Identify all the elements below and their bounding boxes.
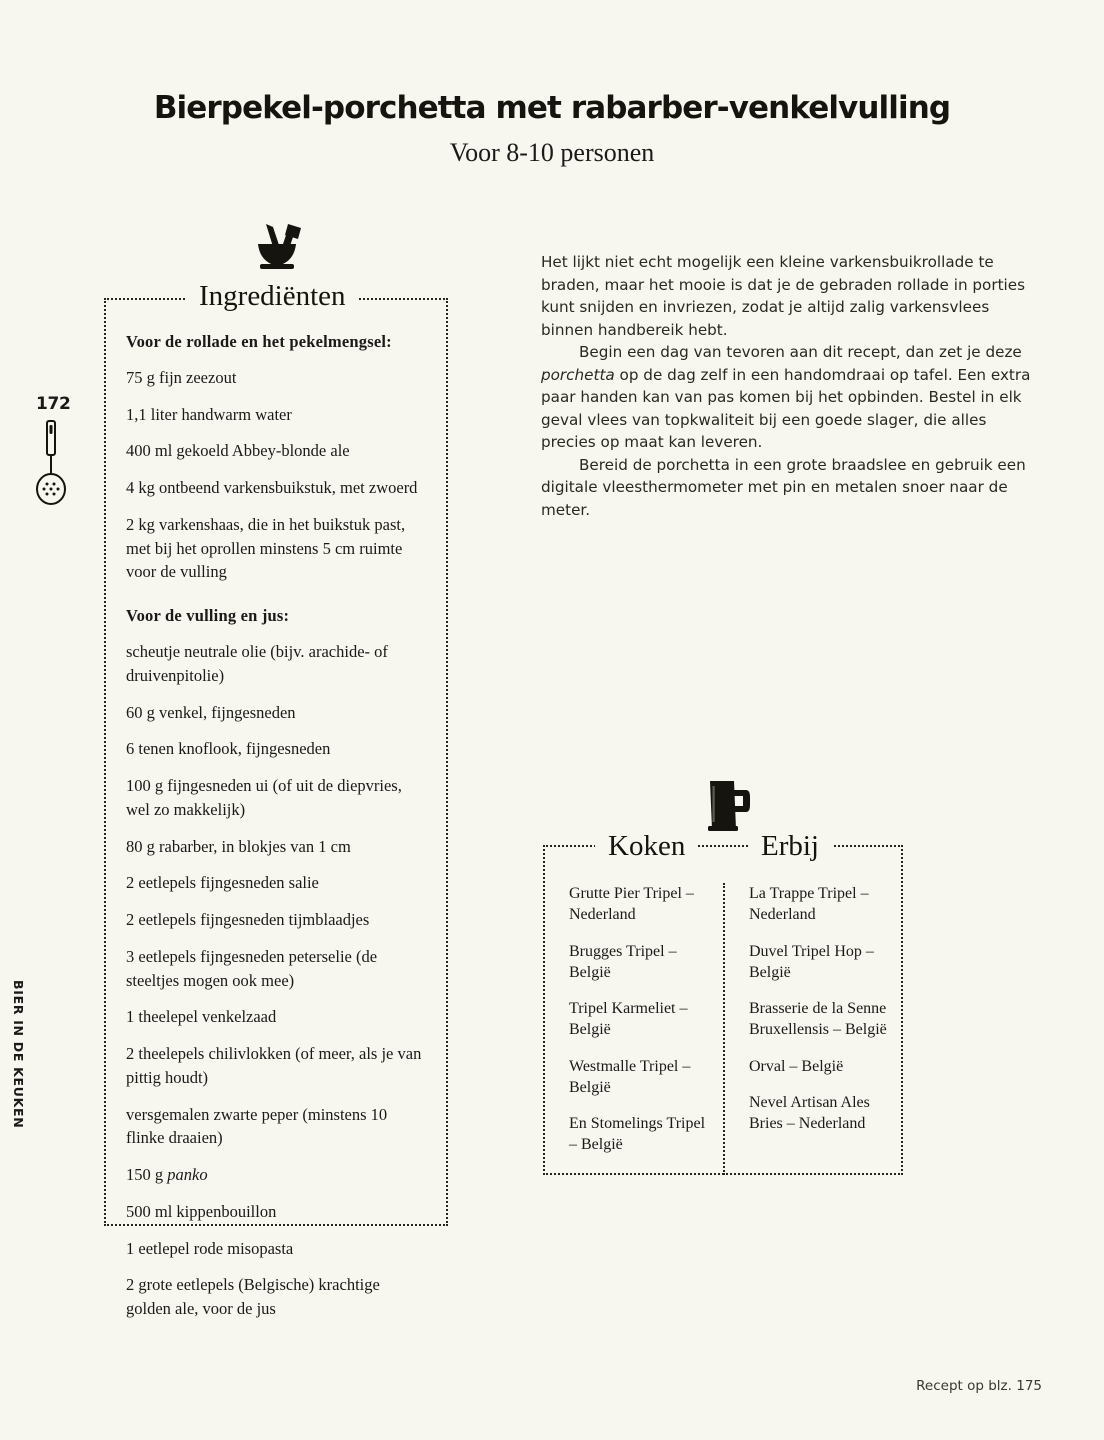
ingredient-item: 2 theelepels chilivlokken (of meer, als je van pittig houdt): [126, 1044, 422, 1087]
serving-size: Voor 8-10 personen: [449, 138, 655, 167]
beer-item: Brugges Tripel – België: [569, 942, 677, 981]
footer-note: Recept op blz. 175: [916, 1378, 1042, 1394]
ingredients-heading: Ingrediënten: [186, 278, 359, 317]
intro-paragraph-3: Bereid de porchetta in een grote braadslee en gebruik een digitale vleesthermometer met pin en metalen snoer naar de meter.: [541, 455, 1026, 519]
ingredient-item: 60 g venkel, fijngesneden: [126, 702, 296, 722]
panko-prefix: 150 g: [126, 1165, 168, 1185]
erbij-heading: Erbij: [748, 828, 832, 867]
page-title: Bierpekel-porchetta met rabarber-venkelvulling: [153, 90, 951, 126]
intro-paragraph-1: Het lijkt niet echt mogelijk een kleine varkensbuikrollade te braden, maar het mooie is dat je de gebraden rollade in porties kunt snijden en invriezen, zodat je altijd zalig varkensvlees binnen handbereik hebt.: [541, 253, 1026, 339]
ingredient-item: 80 g rabarber, in blokjes van 1 cm: [126, 836, 351, 856]
ingredient-item: 3 eetlepels fijngesneden peterselie (de steeltjes mogen ook mee): [126, 946, 378, 990]
ingredient-item: 1 eetlepel rode misopasta: [126, 1238, 294, 1258]
beer-column-koken: [543, 883, 723, 1175]
ingredient-item: 2 grote eetlepels (Belgische) krachtige golden ale, voor de jus: [126, 1275, 380, 1319]
ingredients-group-title-1: Voor de rollade en het pekelmengsel:: [126, 332, 392, 351]
ingredient-item-panko: [126, 1163, 426, 1187]
ingredients-list: [126, 330, 426, 1334]
ingredient-item: 2 kg varkenshaas, die in het buikstuk past, met bij het oprollen minstens 5 cm ruimte voor de vulling: [126, 514, 406, 582]
ingredient-item: 400 ml gekoeld Abbey-blonde ale: [126, 441, 350, 461]
beer-item: Duvel Tripel Hop – België: [749, 942, 874, 981]
beer-column-erbij: [723, 883, 903, 1175]
ingredient-item: versgemalen zwarte peper (minstens 10 flinke draaien): [126, 1104, 388, 1148]
ingredient-item: scheutje neutrale olie (bijv. arachide- of druivenpitolie): [126, 642, 388, 685]
beer-item: Nevel Artisan Ales Bries – Nederland: [749, 1093, 870, 1133]
skimmer-spoon-icon: [34, 420, 68, 511]
ingredient-item: 1 theelepel venkelzaad: [126, 1007, 277, 1027]
intro-text: [541, 251, 1043, 521]
beer-item: Tripel Karmeliet – België: [569, 1000, 688, 1039]
panko-word: panko: [167, 1165, 208, 1185]
koken-heading: Koken: [595, 828, 698, 867]
ingredient-item: 2 eetlepels fijngesneden salie: [126, 873, 319, 893]
beer-item: Orval – België: [749, 1057, 844, 1075]
intro-p2-after: op de dag zelf in een handomdraai op tafel. Een extra paar handen kan van pas komen bij het opbinden. Bestel in elk geval vlees van topkwaliteit bij een goede slager, die alles precies op maat kan leveren.: [541, 365, 1031, 451]
page-number: 172: [36, 394, 71, 414]
ingredient-item: 4 kg ontbeend varkensbuikstuk, met zwoerd: [126, 478, 418, 498]
section-label: BIER IN DE KEUKEN: [11, 980, 26, 1129]
beer-item: En Stomelings Tripel – België: [569, 1115, 706, 1154]
ingredient-item: 75 g fijn zeezout: [126, 367, 237, 387]
ingredient-item: 6 tenen knoflook, fijngesneden: [126, 739, 331, 759]
beer-item: La Trappe Tripel – Nederland: [749, 885, 869, 924]
mortar-and-pestle-icon: [246, 214, 308, 281]
ingredient-item: 2 eetlepels fijngesneden tijmblaadjes: [126, 910, 370, 930]
beer-item: Grutte Pier Tripel – Nederland: [569, 885, 694, 924]
beer-pairing-columns: [543, 845, 903, 1175]
beer-item: Brasserie de la Senne Bruxellensis – België: [749, 1000, 887, 1039]
ingredient-item: 500 ml kippenbouillon: [126, 1201, 277, 1221]
ingredients-group-title-2: Voor de vulling en jus:: [126, 606, 290, 626]
porchetta-italic: porchetta: [541, 365, 615, 384]
ingredient-item: 1,1 liter handwarm water: [126, 404, 292, 424]
beer-stein-icon: [702, 777, 752, 838]
ingredient-item: 100 g fijngesneden ui (of uit de diepvries, wel zo makkelijk): [126, 776, 402, 819]
intro-paragraph-2: [541, 341, 1043, 454]
beer-item: Westmalle Tripel – België: [569, 1057, 691, 1096]
intro-p2-before: Begin een dag van tevoren aan dit recept, dan zet je deze: [579, 343, 1022, 361]
